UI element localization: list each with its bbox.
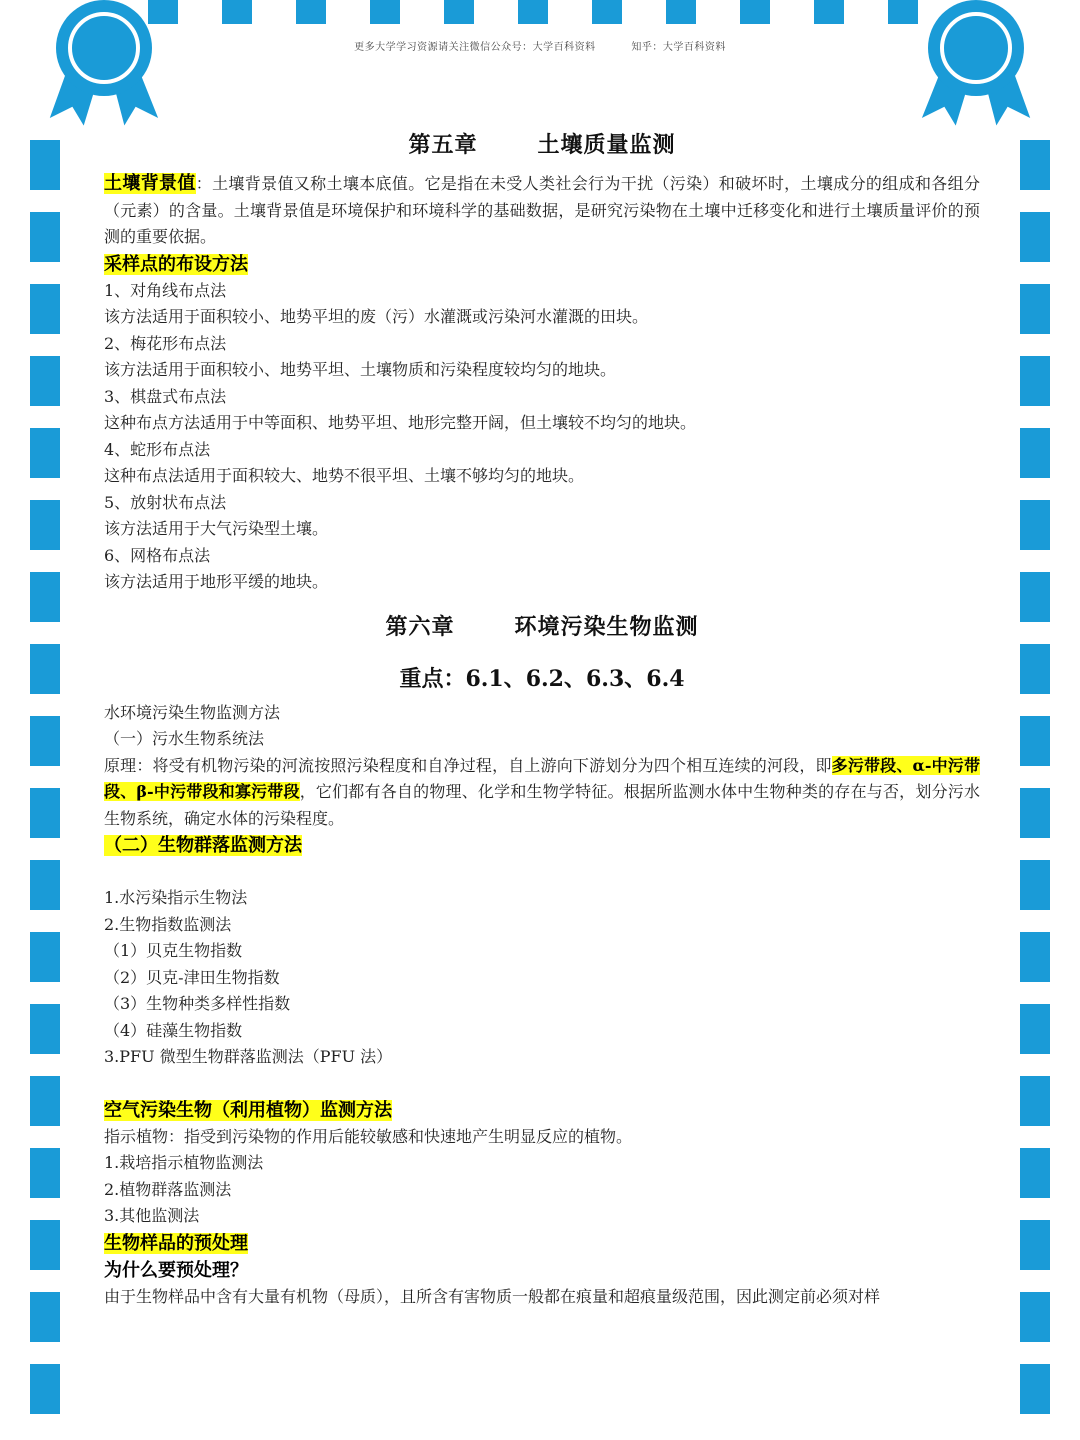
soil-background-paragraph [104,171,980,251]
border-dash [740,0,770,24]
header-left-note: 更多大学学习资源请关注微信公众号：大学百科资料 [354,42,596,53]
list-item: （2）贝克-津田生物指数 [104,967,280,987]
chapter5-subtitle: 土壤质量监测 [537,132,676,158]
border-dash [592,0,622,24]
border-dash [222,0,252,24]
list-item: （4）硅藻生物指数 [104,1020,243,1040]
method-desc: 该方法适用于面积较小、地势平坦的废（污）水灌溉或污染河水灌溉的田块。 [104,307,649,326]
border-dash [370,0,400,24]
method-name: 6、网格布点法 [104,545,211,565]
pretreatment-heading: 生物样品的预处理 [104,1232,248,1254]
border-dash [814,0,844,24]
list-item: 2.植物群落监测法 [104,1179,232,1199]
saprobic-zones-highlight: 多污带段、α-中污带段、β-中污带段和寡污带段 [104,755,980,801]
list-item: （3）生物种类多样性指数 [104,994,291,1013]
soil-background-definition: ：土壤背景值又称土壤本底值。它是指在未受人类社会行为干扰（污染）和破坏时，土壤成分的组成和各组分（元素）的含量。土壤背景值是环境保护和环境科学的基础数据，是研究污染物在土壤中迁移变化和进行土壤质量评价的预测的重要依据。 [104,174,980,246]
chapter5-number: 第五章 [408,132,478,158]
list-item: 3.PFU 微型生物群落监测法（PFU 法） [104,1047,393,1066]
community-heading: （二）生物群落监测方法 [104,835,302,856]
sampling-method-list [104,278,980,596]
water-monitoring-title: 水环境污染生物监测方法 [104,702,281,722]
chapter6-title [104,610,980,646]
air-method-list [104,1150,980,1230]
border-dash [666,0,696,24]
method-name: 1、对角线布点法 [104,280,227,300]
sampling-heading: 采样点的布设方法 [104,253,248,275]
method-desc: 这种布点法适用于面积较大、地势不很平坦、土壤不够均匀的地块。 [104,466,585,485]
why-pretreat-text: 由于生物样品中含有大量有机物（母质），且所含有害物质一般都在痕量和超痕量级范围，因此测定前必须对样 [104,1286,881,1306]
soil-background-term: 土壤背景值 [104,173,196,194]
saprobic-system-title: （一）污水生物系统法 [104,729,265,748]
method-name: 4、蛇形布点法 [104,439,211,459]
border-dash [296,0,326,24]
header-note [0,38,1080,53]
header-right-note: 知乎：大学百科资料 [631,42,726,53]
indicator-plant-definition: 指示植物：指受到污染物的作用后能较敏感和快速地产生明显反应的植物。 [104,1126,633,1146]
list-item: （1）贝克生物指数 [104,941,243,960]
list-item: 2.生物指数监测法 [104,914,232,934]
border-dash [518,0,548,24]
list-item: 1.栽培指示植物监测法 [104,1153,264,1172]
community-method-list [104,885,980,1071]
principle-paragraph: 原理：将受有机物污染的河流按照污染程度和自净过程，自上游向下游划分为四个相互连续的河段，即多污带段、α-中污带段、β-中污带段和寡污带段，它们都有各自的物理、化学和生物学特征。根据所监测水体中生物种类的存在与否，划分污水生物系统，确定水体的污染程度。 [104,755,980,828]
method-name: 5、放射状布点法 [104,492,227,512]
method-desc: 这种布点方法适用于中等面积、地势平坦、地形完整开阔，但土壤较不均匀的地块。 [104,413,697,432]
document-body [104,128,980,1310]
list-item: 3.其他监测法 [104,1206,200,1225]
method-name: 2、梅花形布点法 [104,333,227,353]
chapter6-subtitle: 环境污染生物监测 [514,613,699,640]
why-pretreat-heading: 为什么要预处理？ [104,1259,248,1281]
method-desc: 该方法适用于面积较小、地势平坦、土壤物质和污染程度较均匀的地块。 [104,360,617,379]
right-dashed-border [1020,0,1050,1440]
border-dash [444,0,474,24]
method-desc: 该方法适用于大气污染型土壤。 [104,519,329,538]
left-rosette-icon [26,0,166,130]
method-name: 3、棋盘式布点法 [104,386,227,406]
chapter5-title [104,128,980,164]
left-dashed-border [30,0,60,1440]
method-desc: 该方法适用于地形平缓的地块。 [104,572,329,591]
list-item: 1.水污染指示生物法 [104,888,248,907]
chapter6-keypoints: 重点：6.1、6.2、6.3、6.4 [399,665,685,692]
right-rosette-icon [914,0,1054,130]
chapter6-number: 第六章 [385,613,455,640]
air-monitoring-heading: 空气污染生物（利用植物）监测方法 [104,1099,392,1121]
